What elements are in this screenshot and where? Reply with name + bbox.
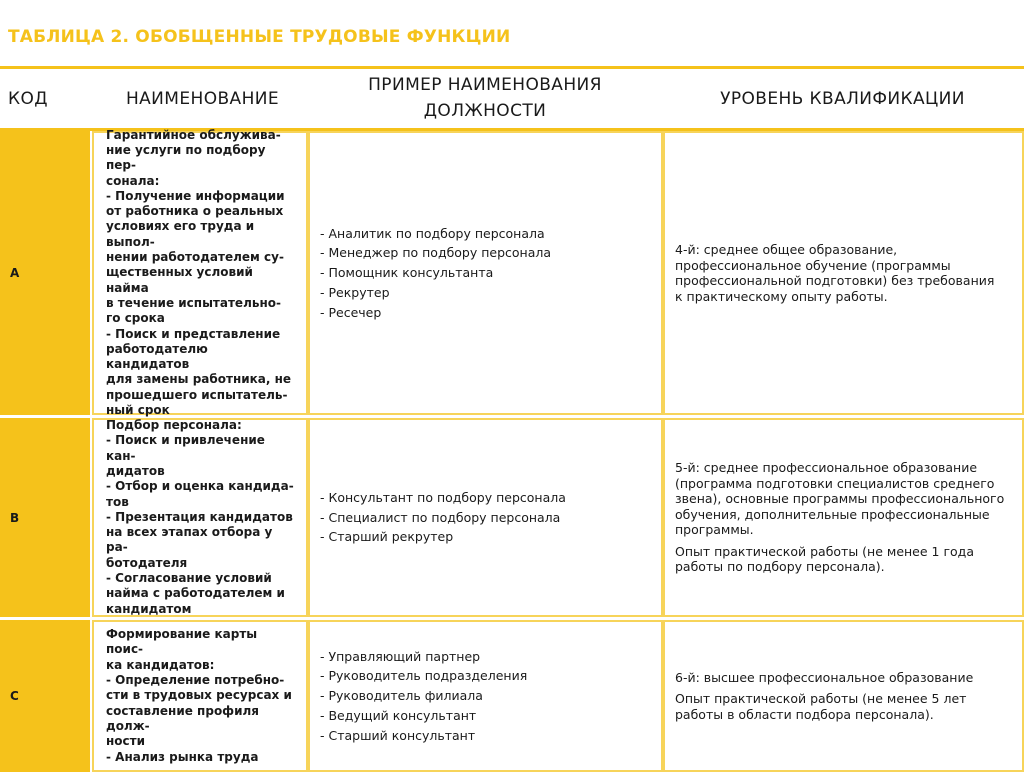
level-cell — [663, 418, 1024, 617]
list-item: - Старший консультант — [320, 727, 476, 743]
level-experience: Опыт практической работы (не менее 1 года работы по подбору персонала). — [675, 543, 974, 575]
level-text: 6-й: высшее профессиональное образование — [675, 669, 974, 685]
list-item: - Менеджер по подбору персонала — [320, 245, 552, 261]
position-list — [320, 224, 551, 323]
list-item: - Старший рекрутер — [320, 529, 454, 545]
level-cell — [663, 131, 1024, 415]
top-rule — [0, 66, 1024, 69]
function-name: Гарантийное обслужива- ние услуги по подбору пер- сонала: - Получение информации от работника о реальных условиях его труда и выпол- нении работодателем су- щественных условий найма в течение испытательно- го срока - Поиск и представление работодателю кандидатов для замены работника, не прошедшего испытатель- ный срок — [106, 127, 292, 418]
code-cell — [0, 418, 90, 617]
list-item: - Аналитик по подбору персонала — [320, 225, 545, 241]
list-item: - Ведущий консультант — [320, 707, 477, 723]
name-cell — [92, 620, 308, 772]
function-name: Подбор персонала: - Поиск и привлечение кан- дидатов - Отбор и оценка кандида- тов - Презентация кандидатов на всех этапах отбора у ра- ботодателя - Согласование условий найма с работодателем и кандидатом — [106, 418, 294, 616]
list-item: - Специалист по подбору персонала — [320, 509, 561, 525]
level-cell — [663, 620, 1024, 772]
header-level: УРОВЕНЬ КВАЛИФИКАЦИИ — [720, 89, 965, 109]
list-item: - Ресечер — [320, 304, 382, 320]
function-name: Формирование карты поис- ка кандидатов: - Определение потребно- сти в трудовых ресурсах и составление профиля долж- ности - Анализ рынка труда — [106, 627, 292, 764]
list-item: - Управляющий партнер — [320, 648, 481, 664]
position-list — [320, 488, 566, 547]
code-cell — [0, 131, 90, 415]
header-code: КОД — [8, 89, 48, 109]
level-text: 4-й: среднее общее образование, профессиональное обучение (программы профессиональной подготовки) без требования к практическому опыту работы. — [675, 242, 995, 304]
code-cell — [0, 620, 90, 772]
level-experience: Опыт практической работы (не менее 5 лет работы в области подбора персонала). — [675, 691, 967, 722]
level-text: 5-й: среднее профессиональное образование (программа подготовки специалистов среднего звена), основные программы профессионального обучения, дополнительные профессиональные программы. — [675, 460, 1005, 538]
table-row — [0, 418, 1024, 617]
name-cell — [92, 418, 308, 617]
position-cell — [308, 418, 663, 617]
table-row — [0, 620, 1024, 772]
table-title: ТАБЛИЦА 2. ОБОБЩЕННЫЕ ТРУДОВЫЕ ФУНКЦИИ — [8, 27, 511, 47]
position-cell — [308, 131, 663, 415]
list-item: - Консультант по подбору персонала — [320, 489, 566, 505]
table-row — [0, 127, 1024, 418]
position-cell — [308, 620, 663, 772]
list-item: - Руководитель подразделения — [320, 668, 528, 684]
row-code: C — [10, 689, 19, 703]
list-item: - Рекрутер — [320, 284, 390, 300]
list-item: - Руководитель филиала — [320, 688, 483, 704]
row-code: B — [10, 510, 20, 525]
header-name: НАИМЕНОВАНИЕ — [125, 89, 280, 109]
row-code: A — [10, 266, 20, 280]
header-position: ПРИМЕР НАИМЕНОВАНИЯ ДОЛЖНОСТИ — [368, 75, 602, 121]
position-list — [320, 647, 527, 746]
name-cell — [92, 127, 308, 418]
list-item: - Помощник консультанта — [320, 265, 494, 281]
